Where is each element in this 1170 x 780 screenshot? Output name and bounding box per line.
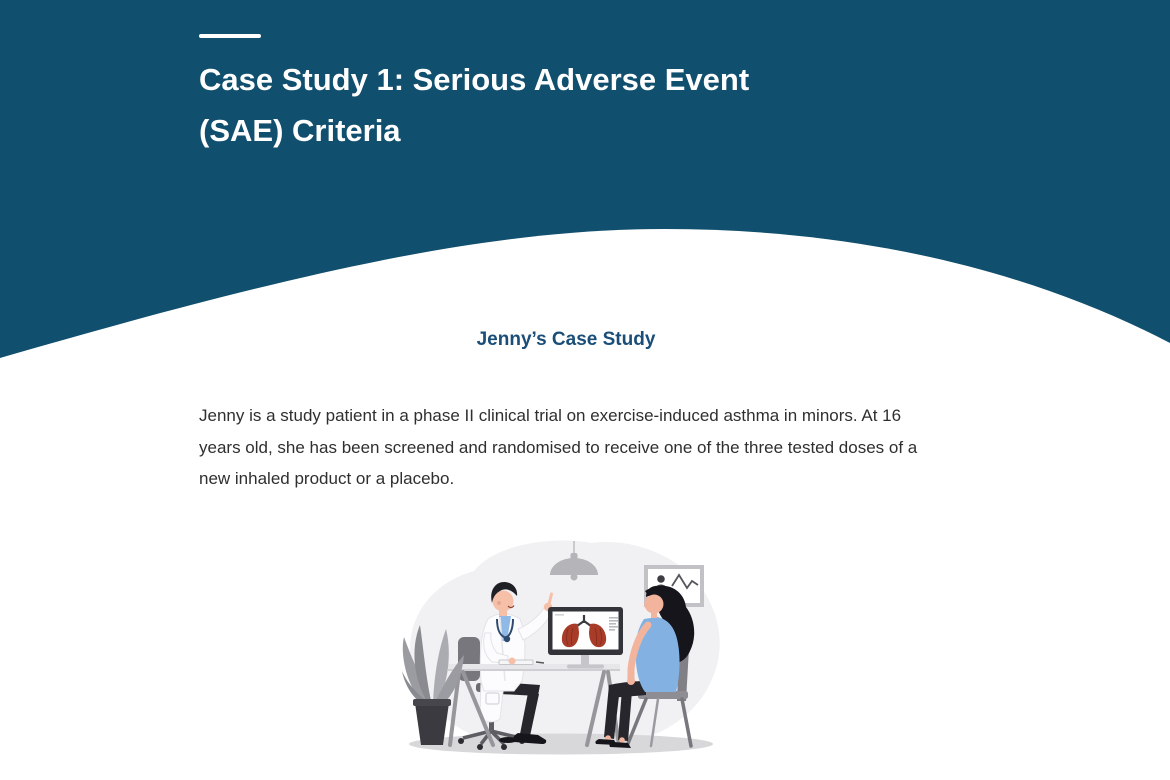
accent-dash bbox=[199, 34, 261, 38]
doctor-patient-illustration bbox=[396, 533, 736, 765]
section-heading: Jenny’s Case Study bbox=[476, 329, 656, 350]
illustration-container bbox=[199, 533, 933, 765]
hero-banner bbox=[0, 0, 1170, 360]
ground-shadow bbox=[409, 733, 713, 754]
lesson-content bbox=[0, 328, 1170, 765]
case-study-paragraph: Jenny is a study patient in a phase II clinical trial on exercise-induced asthma in minors. At 16 years old, she has been screened and randomised to receive one of the three tested doses of a new inhaled product or a placebo. bbox=[199, 406, 918, 488]
lesson-title: Case Study 1: Serious Adverse Event (SAE) Criteria bbox=[199, 62, 750, 148]
